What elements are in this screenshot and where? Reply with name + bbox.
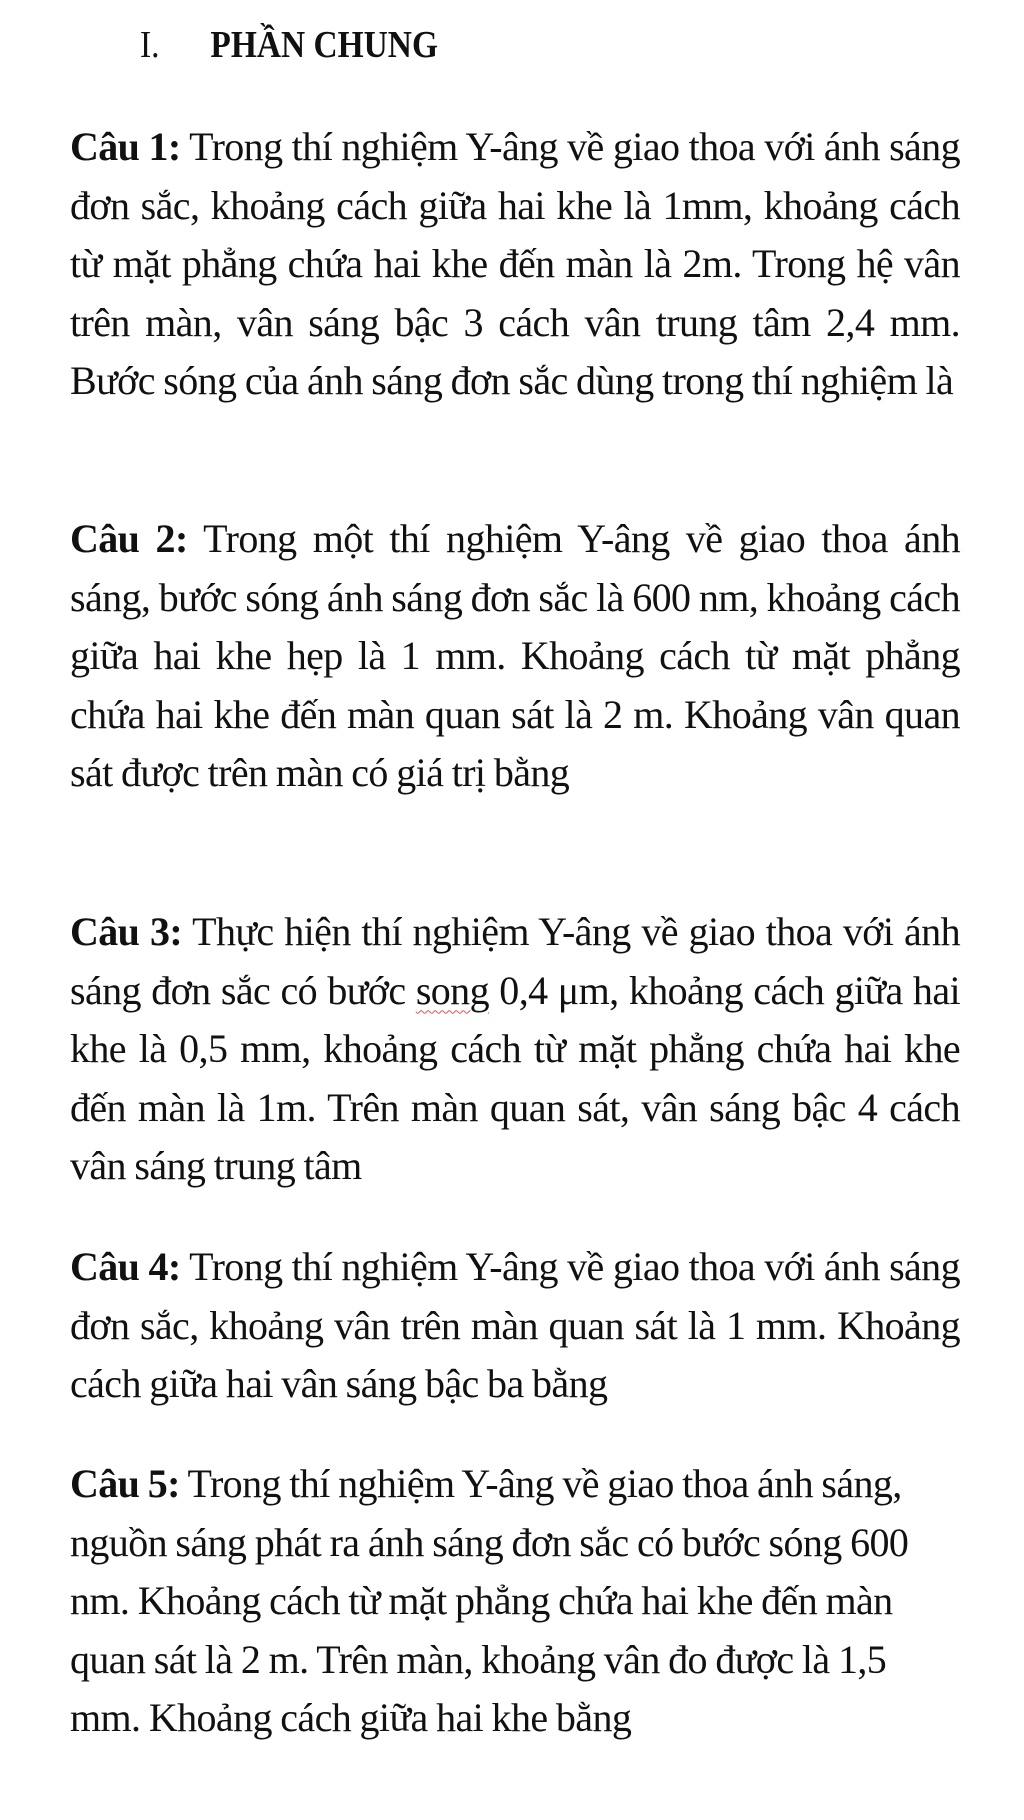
question-text: Thực hiện thí nghiệm Y-âng về giao thoa với ánh sáng đơn sắc có bước (70, 909, 960, 1013)
section-number: I. (140, 24, 160, 66)
question-4 (70, 1238, 960, 1414)
question-text: Trong thí nghiệm Y-âng về giao thoa với ánh sáng đơn sắc, khoảng vân trên màn quan sát là 1 mm. Khoảng cách giữa hai vân sáng bậc ba bằng (70, 1244, 960, 1406)
question-label: Câu 3: (70, 909, 183, 954)
question-label: Câu 1: (70, 124, 181, 169)
section-title: PHẦN CHUNG (210, 24, 438, 66)
question-label: Câu 2: (70, 516, 188, 561)
question-label: Câu 4: (70, 1244, 181, 1289)
question-3 (70, 903, 960, 1196)
question-text: Trong thí nghiệm Y-âng về giao thoa ánh sáng, nguồn sáng phát ra ánh sáng đơn sắc có bước sóng 600 nm. Khoảng cách từ mặt phẳng chứa hai khe đến màn quan sát là 2 m. Trên màn, khoảng vân đo được là 1,5 mm. Khoảng cách giữa hai khe bằng (70, 1461, 909, 1740)
question-text: 0,4 μm, khoảng cách giữa hai khe là 0,5 mm, khoảng cách từ mặt phẳng chứa hai khe đến màn là 1m. Trên màn quan sát, vân sáng bậc 4 cách vân sáng trung tâm (70, 967, 960, 1188)
question-1 (70, 118, 960, 411)
question-text: Trong thí nghiệm Y-âng về giao thoa với ánh sáng đơn sắc, khoảng cách giữa hai khe là 1mm, khoảng cách từ mặt phẳng chứa hai khe đến màn là 2m. Trong hệ vân trên màn, vân sáng bậc 3 cách vân trung tâm 2,4 mm. Bước sóng của ánh sáng đơn sắc dùng trong thí nghiệm là (70, 124, 960, 403)
question-label: Câu 5: (70, 1461, 180, 1506)
section-heading (140, 20, 438, 70)
question-2 (70, 510, 960, 803)
question-5 (70, 1455, 960, 1748)
question-text: Trong một thí nghiệm Y-âng về giao thoa ánh sáng, bước sóng ánh sáng đơn sắc là 600 nm, khoảng cách giữa hai khe hẹp là 1 mm. Khoảng cách từ mặt phẳng chứa hai khe đến màn quan sát là 2 m. Khoảng vân quan sát được trên màn có giá trị bằng (70, 516, 961, 795)
spellcheck-flagged-word[interactable]: song (415, 967, 489, 1013)
